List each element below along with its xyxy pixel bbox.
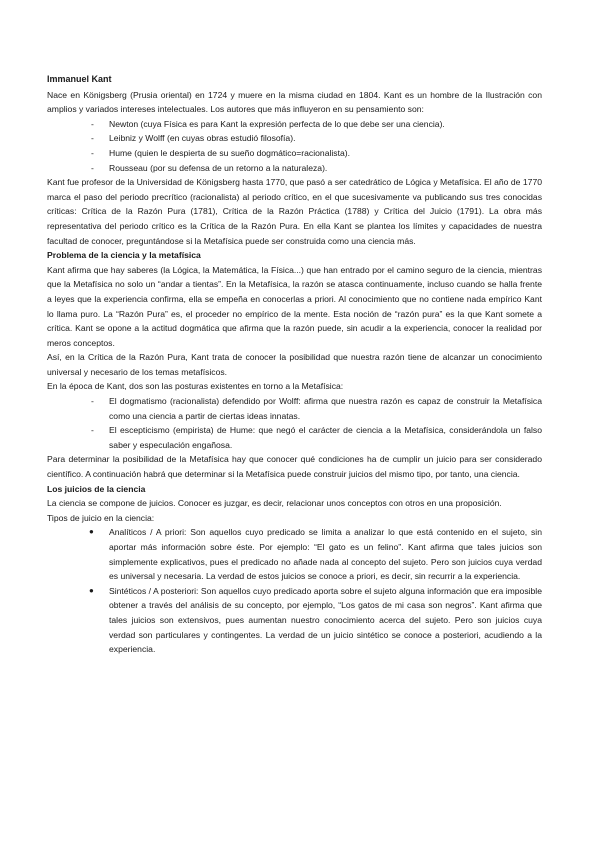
dash-marker: - (91, 162, 94, 173)
paragraph: La ciencia se compone de juicios. Conocer es juzgar, es decir, relacionar unos conceptos con otros en una proposición. (47, 498, 502, 509)
dash-marker: - (91, 425, 94, 436)
paragraph: En la época de Kant, dos son las posturas existentes en torno a la Metafísica: (47, 381, 344, 392)
section-heading: Problema de la ciencia y la metafísica (47, 250, 201, 261)
paragraph: Así, en la Crítica de la Razón Pura, Kant trata de conocer la posibilidad que nuestra razón tiene de alcanzar un conocimiento universal y necesario de los temas metafísicos. (47, 352, 542, 377)
bullet-marker: ● (89, 527, 94, 537)
list-item: - Leibniz y Wolff (en cuyas obras estudió filosofía). (47, 131, 542, 146)
dash-marker: - (91, 118, 94, 129)
dash-marker: - (91, 147, 94, 158)
list-item: - El escepticismo (empirista) de Hume: que negó el carácter de ciencia a la Metafísica, considerándola un falso saber y especulación engañosa. (91, 425, 542, 450)
judgments-list (47, 525, 542, 656)
paragraph: Kant afirma que hay saberes (la Lógica, la Matemática, la Física...) que han entrado por el camino seguro de la ciencia, mientras que la Metafísica no solo un “andar a tientas”. En la Metafísica, la razón se atasca continuamente, incluso cuando se halla frente a leyes que la experiencia confirma, ella se empeña en conocerlas a priori. Al conocimiento que no contiene nada empírico Kant lo llama puro. La “Razón Pura” es, el proceder no empírico de la mente. Esta noción de “razón pura” es la que Kant somete a crítica. Kant se opone a la actitud dogmática que afirma que la razón puede, sin acudir a la experiencia, conocer la realidad por meros conceptos. (47, 264, 542, 348)
influences-list (47, 117, 542, 175)
list-item: - El dogmatismo (racionalista) defendido por Wolff: afirma que nuestra razón es capaz de construir la Metafísica como una ciencia a partir de ciertas ideas innatas. (91, 396, 542, 421)
list-item: ● Analíticos / A priori: Son aquellos cuyo predicado se limita a analizar lo que está contenido en el sujeto, sin aportar más información sobre éste. Por ejemplo: “El gato es un felino”. Kant afirma que tales juicios son simplemente explicativos, pues el predicado no añade nada al concepto del sujeto. Pero son juicios cuya verdad es universal y necesaria. La verdad de estos juicios se conoce a priori, es decir, sin recurrir a la experiencia. (89, 527, 542, 582)
paragraph: Tipos de juicio en la ciencia: (47, 512, 155, 523)
dash-marker: - (91, 133, 94, 144)
intro-paragraph: Nace en Königsberg (Prusia oriental) en 1724 y muere en la misma ciudad en 1804. Kant es un hombre de la Ilustración con amplios y variados intereses intelectuales. Los autores que más influyeron en su pensamiento son: (47, 89, 542, 115)
section-heading: Los juicios de la ciencia (47, 483, 146, 494)
list-item: - Rousseau (por su defensa de un retorno a la naturaleza). (47, 161, 542, 176)
career-paragraph: Kant fue profesor de la Universidad de Königsberg hasta 1770, que pasó a ser catedrático de Lógica y Metafísica. El año de 1770 marca el paso del periodo precrítico (racionalista) al periodo crítico, en el que sucesivamente va publicando sus tres conocidas críticas: Crítica de la Razón Pura (1781), Crítica de la Razón Práctica (1788) y Crítica del Juicio (1791). La obra más representativa del periodo crítico es la Crítica de la Razón Pura. En ella Kant se plantea los límites y capacidades de nuestra facultad de conocer, preguntándose si la Metafísica puede ser construida como una ciencia más. (47, 177, 542, 246)
bullet-marker: ● (89, 585, 94, 595)
list-item: - Newton (cuya Física es para Kant la expresión perfecta de lo que debe ser una ciencia). (47, 117, 542, 132)
list-item: - Hume (quien le despierta de su sueño dogmático=racionalista). (47, 146, 542, 161)
document-title: Immanuel Kant (47, 74, 112, 84)
paragraph: Para determinar la posibilidad de la Metafísica hay que conocer qué condiciones ha de cumplir un juicio para ser considerado científico. A continuación habrá que determinar si la Metafísica puede construir juicios del mismo tipo, por tanto, una ciencia. (47, 454, 542, 480)
list-item: ● Sintéticos / A posteriori: Son aquellos cuyo predicado aporta sobre el sujeto alguna información que era imposible obtener a través del análisis de su concepto, por ejemplo, “Los gatos de mi casa son negros”. Kant afirma que tales juicios son extensivos, pues aumentan nuestro conocimiento acerca del sujeto. Pero son juicios cuya verdad son particulares y contingentes. La verdad de un juicio sintético se conoce a posteriori, acudiendo a la experiencia. (89, 585, 542, 655)
postures-list (47, 394, 542, 452)
dash-marker: - (91, 396, 94, 407)
